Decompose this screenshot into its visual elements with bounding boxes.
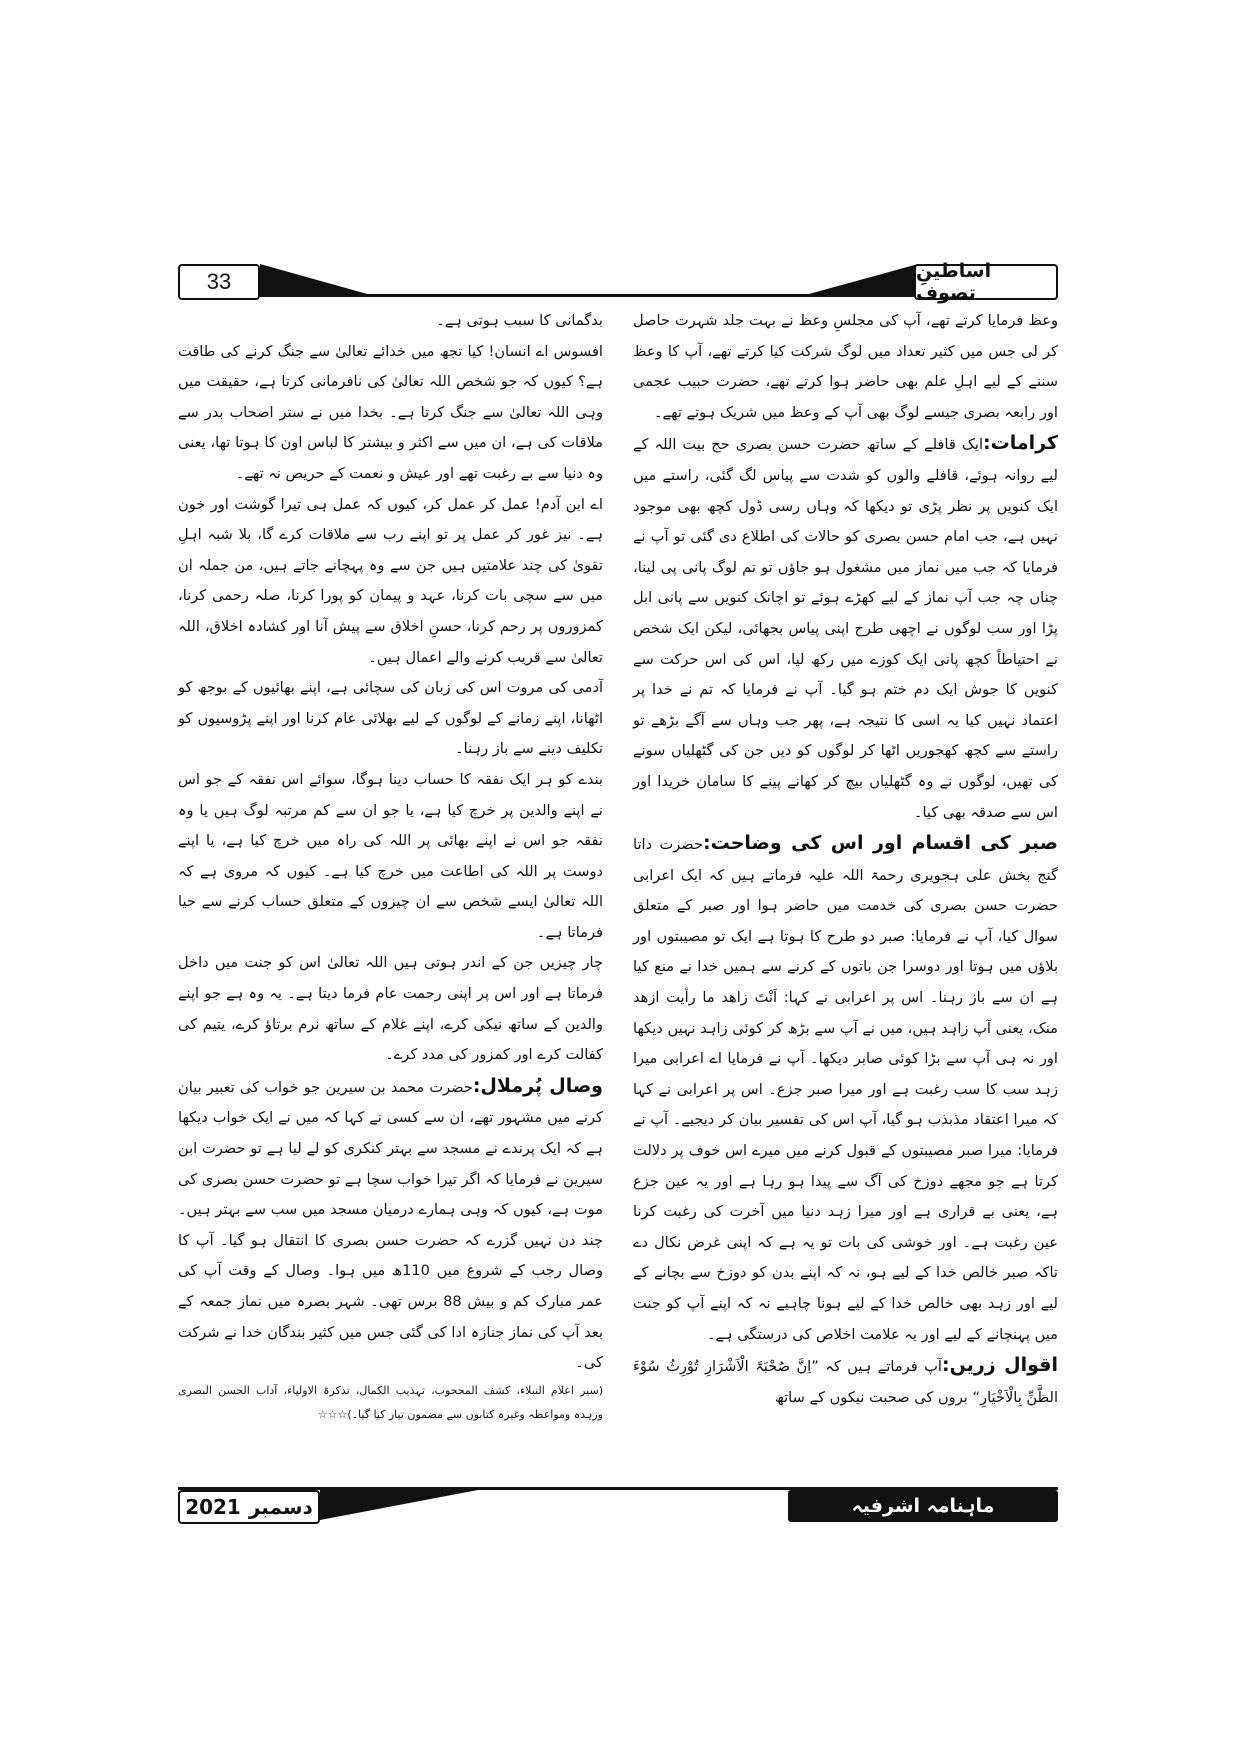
sources-note: (سیر اعلام النبلاء، کشف المحجوب، تہذیب الکمال، تذکرۃ الاولیاء، آداب الحسن البصری وزہدہ ومواعظہ وغیرہ کتابوں سے مضمون تیار کیا گیا۔)☆☆☆ xyxy=(178,1383,603,1421)
sabr-text: حضرت داتا گنج بخش علی ہجویری رحمۃ اللہ علیہ فرماتے ہیں کہ ایک اعرابی حضرت حسن بصری کی خدمت میں حاضر ہوا اور صبر کے متعلق سوال کیا، آپ نے فرمایا: صبر دو طرح کا ہوتا ہے ایک تو مصیبتوں اور بلاؤں میں ہوتا اور دوسرا جن باتوں کے کرنے سے ہمیں خدا نے منع کیا ہے ان سے باز رہنا۔ اس پر اعرابی نے کہا: اَنْتَ زاھد ما رأیت ازھد منک، یعنی آپ زاہد ہیں، میں نے آپ سے بڑھ کر کوئی زاہد نہیں دیکھا اور نہ ہی آپ سے بڑا کوئی صابر دیکھا۔ آپ نے فرمایا اے اعرابی میرا زہد سب کا سب رغبت ہے اور میرا صبر جزع۔ اس پر اعرابی نے کہا کہ میرا اعتقاد مذبذب ہو گیا، آپ اس کی تفسیر بیان کر دیجیے۔ آپ نے فرمایا: میرا صبر مصیبتوں کے قبول کرنے میں میرے اس خوف پر دلالت کرتا ہے جو مجھے دوزخ کی آگ سے پیدا ہو رہا ہے اور یہ عین جزع ہے، یعنی بے قراری ہے اور میرا زہد دنیا میں آخرت کی رغبت کرنا عین رغبت ہے۔ اور خوشی کی بات تو یہ ہے کہ اپنی غرض نکال دے تاکہ صبر خالص خدا کے لیے ہو، نہ کہ اپنے بدن کو دوزخ سے بچانے کے لیے اور زہد بھی خالص خدا کے لیے ہونا چاہیے نہ کہ اپنے آپ کو جنت میں پہنچانے کے لیے اور یہ علامت اخلاص کی درستگی ہے۔ xyxy=(633,836,1058,1343)
wisal-heading: وصال پُرملال: xyxy=(472,1074,603,1097)
footer-wedge xyxy=(320,1490,480,1522)
section-title: اساطینِ تصوف xyxy=(914,264,1058,300)
left-column xyxy=(178,306,603,1427)
header-wedge-right xyxy=(798,264,918,298)
paragraph: اے ابن آدم! عمل کر عمل کر، کیوں کہ عمل ہی تیرا گوشت اور خون ہے۔ نیز غور کر عمل پر تو اپنے رب سے ملاقات کرے گا، بلا شبہ اہلِ تقویٰ کی چند علامتیں ہیں جن سے وہ پہچانے جاتے ہیں، من جملہ ان میں سے سچی بات کرنا، عہد و پیمان کو پورا کرنا، صلہ رحمی کرنا، کمزوروں پر رحم کرنا، حسنِ اخلاق سے پیش آنا اور کشادہ اخلاق، اللہ تعالیٰ سے قریب کرنے والے اعمال ہیں۔ xyxy=(178,495,603,666)
paragraph: افسوس اے انسان! کیا تجھ میں خدائے تعالیٰ سے جنگ کرنے کی طاقت ہے؟ کیوں کہ جو شخص اللہ تعالیٰ کی نافرمانی کرتا ہے، حقیقت میں وہی اللہ تعالیٰ سے جنگ کرتا ہے۔ بخدا میں نے ستر اصحاب بدر سے ملاقات کی ہے، ان میں سے اکثر و بیشتر کا لباس اون کا ہوتا تھا، یعنی وہ دنیا سے بے رغبت تھے اور عیش و نعمت کے حریص نہ تھے۔ xyxy=(178,342,603,482)
issue-year: 2021 xyxy=(185,1495,241,1519)
magazine-name: ماہنامہ اشرفیہ xyxy=(788,1490,1058,1522)
right-column xyxy=(633,306,1058,1413)
page-number: 33 xyxy=(178,264,260,300)
paragraph xyxy=(633,428,1058,828)
issue-month: دسمبر xyxy=(248,1495,313,1519)
paragraph xyxy=(178,1071,603,1379)
article-body xyxy=(178,306,1058,1481)
issue-date xyxy=(178,1490,320,1524)
paragraph: چار چیزیں جن کے اندر ہوتی ہیں اللہ تعالیٰ اس کو جنت میں داخل فرماتا ہے اور اس پر اپنی رحمت عام فرما دیتا ہے۔ یہ وہ ہے جو اپنے والدین کے ساتھ نیکی کرے، اپنے غلام کے ساتھ نرم برتاؤ کرے، یتیم کی کفالت کرے اور کمزور کی مدد کرے۔ xyxy=(178,954,603,1064)
page-header xyxy=(178,260,1058,304)
paragraph: آدمی کی مروت اس کی زبان کی سچائی ہے، اپنے بھائیوں کے بوجھ کو اٹھانا، اپنے زمانے کے لوگوں کے لیے بھلائی عام کرنا اور اپنے پڑوسیوں کو تکلیف دینے سے باز رہنا۔ xyxy=(178,679,603,758)
karamat-text: ایک قافلے کے ساتھ حضرت حسن بصری حج بیت اللہ کے لیے روانہ ہوئے، قافلے والوں کو شدت سے پیاس لگ گئی، راستے میں ایک کنویں پر نظر پڑی تو دیکھا کہ وہاں رسی ڈول کچھ بھی موجود نہیں ہے، جب امام حسن بصری کو حالات کی اطلاع دی گئی تو آپ نے فرمایا کہ جب میں نماز میں مشغول ہو جاؤں تو تم لوگ پانی پی لینا، چناں چہ جب آپ نماز کے لیے کھڑے ہوئے تو اچانک کنویں سے پانی ابل پڑا اور سب لوگوں نے اچھی طرح اپنی پیاس بجھائی، لیکن ایک شخص نے احتیاطاً کچھ پانی ایک کوزے میں رکھ لیا، اس کی اس حرکت سے کنویں کا جوش ایک دم ختم ہو گیا۔ آپ نے فرمایا کہ تم نے خدا پر اعتماد نہیں کیا یہ اسی کا نتیجہ ہے، پھر جب وہاں سے آگے بڑھے تو راستے سے کچھ کھجوریں اٹھا کر لوگوں کو دیں جن کی گٹھلیاں سونے کی تھیں، لوگوں نے وہ گٹھلیاں بیچ کر کھانے پینے کا سامان خریدا اور اس سے صدقہ بھی کیا۔ xyxy=(633,436,1058,821)
header-wedge-left xyxy=(260,264,380,298)
aqwal-text: آپ فرماتے ہیں کہ ”اِنَّ صُحْبَۃَ الْاَشْرَارِ تُوْرِثُ سُوْءَ الظَّنِّ بِالْاَخْیَارِ“ بروں کی صحبت نیکوں کے ساتھ xyxy=(633,1358,1058,1406)
paragraph xyxy=(633,1350,1058,1413)
paragraph: بندے کو ہر ایک نفقہ کا حساب دینا ہوگا، سوائے اس نفقہ کے جو اس نے اپنے والدین پر خرچ کیا ہے، یا جو ان سے کم مرتبہ لوگ ہیں یا وہ نفقہ جو اس نے اپنے بھائی پر اللہ کی راہ میں خرچ کیا ہے، یا اپنے دوست پر اللہ کی اطاعت میں خرچ کیا ہے۔ کیوں کہ مروی ہے کہ اللہ تعالیٰ ایسے شخص سے ان چیزوں کے متعلق حساب کرنے سے حیا فرماتا ہے۔ xyxy=(178,770,603,941)
page-footer xyxy=(178,1487,1058,1527)
karamat-heading: کرامات: xyxy=(983,432,1058,455)
paragraph: بدگمانی کا سبب ہوتی ہے۔ xyxy=(436,312,603,329)
paragraph: وعظ فرمایا کرتے تھے، آپ کی مجلسِ وعظ نے بہت جلد شہرت حاصل کر لی جس میں کثیر تعداد میں لوگ شرکت کیا کرتے تھے، آپ کا وعظ سننے کے لیے اہلِ علم بھی حاضر ہوا کرتے تھے، حضرت حبیب عجمی اور رابعہ بصری جیسے لوگ بھی آپ کے وعظ میں شریک ہوتے تھے۔ xyxy=(633,312,1058,421)
sabr-heading: صبر کی اقسام اور اس کی وضاحت: xyxy=(702,832,1059,855)
aqwal-heading: اقوال زریں: xyxy=(941,1354,1059,1377)
paragraph xyxy=(633,828,1058,1350)
wisal-text: حضرت محمد بن سیرین جو خواب کی تعبیر بیان کرنے میں مشہور تھے، ان سے کسی نے کہا کہ میں نے ایک خواب دیکھا ہے کہ ایک پرندے نے مسجد سے بہتر کنکری کو لے لیا ہے تو حضرت ابن سیرین نے فرمایا کہ اگر تیرا خواب سچا ہے تو حضرت حسن بصری کی موت ہے، کیوں کہ وہی ہمارے درمیان مسجد میں سب سے بہتر ہیں۔ چند دن نہیں گزرے کہ حضرت حسن بصری کا انتقال ہو گیا۔ آپ کا وصال رجب کے شروع میں 110ھ میں ہوا۔ وصال کے وقت آپ کی عمر مبارک کم و بیش 88 برس تھی۔ شہر بصرہ میں نماز جمعہ کے بعد آپ کی نماز جنازہ ادا کی گئی جس میں کثیر بندگان خدا نے شرکت کی۔ xyxy=(178,1078,604,1372)
